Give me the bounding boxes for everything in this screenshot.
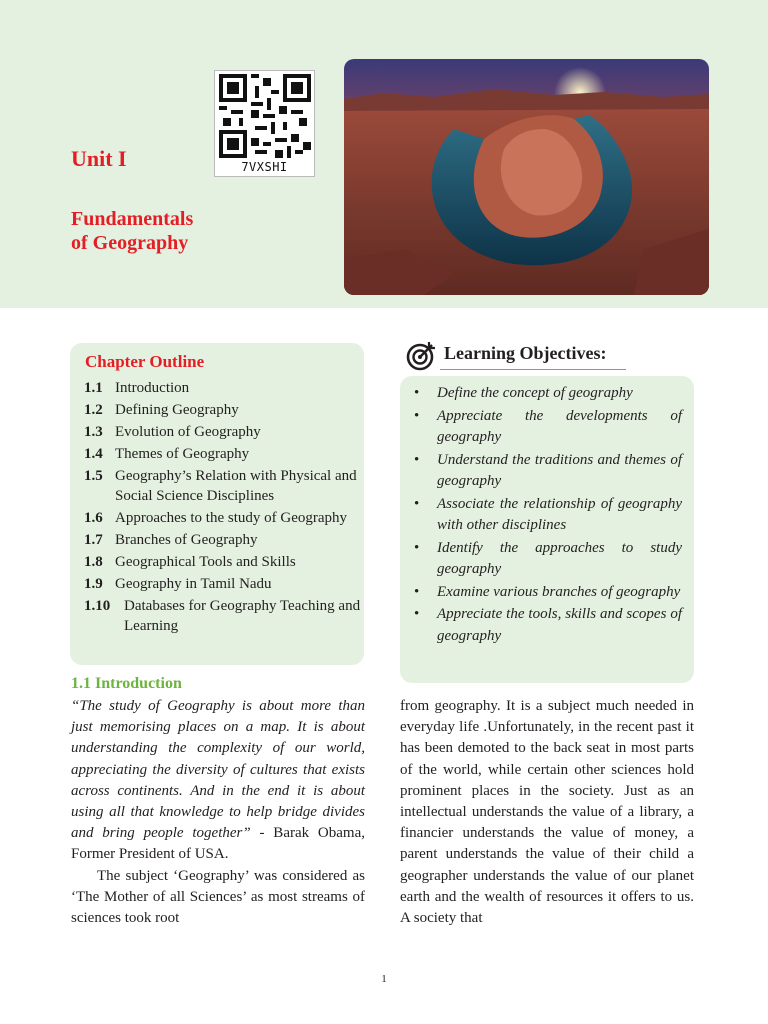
objective-item: • Define the concept of geography <box>414 383 682 405</box>
objective-item: • Appreciate the developments of geography <box>414 406 682 449</box>
outline-item[interactable]: 1.10 Databases for Geography Teaching and Learning <box>84 598 361 634</box>
unit-title-line1: Fundamentals <box>71 208 194 230</box>
outline-item[interactable]: 1.5 Geography’s Relation with Physical and Social Science Disciplines <box>84 468 357 504</box>
objective-item: • Identify the approaches to study geography <box>414 538 682 581</box>
chapter-outline-list <box>84 378 366 638</box>
intro-quote-paragraph <box>71 696 365 866</box>
qr-code[interactable] <box>214 70 315 177</box>
intro-paragraph-2: The subject ‘Geography’ was considered as ‘The Mother of all Sciences’ as most streams of sciences took root <box>71 867 365 927</box>
learning-objectives-heading: Learning Objectives: <box>444 343 607 363</box>
outline-item[interactable]: 1.7 Branches of Geography <box>84 532 258 548</box>
introduction-heading: 1.1 Introduction <box>71 675 182 692</box>
unit-label: Unit I <box>71 146 127 171</box>
horseshoe-bend-photo <box>344 59 709 295</box>
outline-item[interactable]: 1.4 Themes of Geography <box>84 446 250 462</box>
intro-quote: “The study of Geography is about more than just memorising places on a map. It is about understanding the complexity of our world, appreciating the diversity of cultures that exists across continents. And in the end it is about using all that knowledge to help bridge divides and bring people together” <box>71 698 365 842</box>
outline-item[interactable]: 1.6 Approaches to the study of Geography <box>84 510 348 526</box>
objective-item: • Associate the relationship of geography with other disciplines <box>414 494 682 537</box>
qr-code-pattern <box>219 74 311 158</box>
objective-item: • Understand the traditions and themes of geography <box>414 450 682 493</box>
objective-item: • Appreciate the tools, skills and scopes of geography <box>414 604 682 647</box>
page-number: 1 <box>381 973 387 985</box>
unit-title <box>71 207 271 255</box>
outline-item[interactable]: 1.3 Evolution of Geography <box>84 424 261 440</box>
learning-objectives-list <box>414 383 682 648</box>
outline-item[interactable]: 1.1 Introduction <box>84 380 190 396</box>
learning-objectives-divider <box>440 369 626 370</box>
outline-item[interactable]: 1.8 Geographical Tools and Skills <box>84 554 296 570</box>
target-icon <box>405 340 437 372</box>
quote-attribution: - Barak Obama, Former President of USA. <box>71 825 365 863</box>
left-column-text <box>71 696 365 929</box>
right-column-text <box>400 696 694 929</box>
chapter-outline-heading: Chapter Outline <box>85 352 205 371</box>
objective-item: • Examine various branches of geography <box>414 582 682 604</box>
outline-item[interactable]: 1.2 Defining Geography <box>84 402 239 418</box>
unit-title-line2: of Geography <box>71 232 189 254</box>
outline-item[interactable]: 1.9 Geography in Tamil Nadu <box>84 576 272 592</box>
qr-code-label: 7VXSHI <box>241 160 288 174</box>
intro-paragraph-continued: from geography. It is a subject much needed in everyday life .Unfortunately, in the recent past it has been demoted to the back seat in most parts of the world, while certain other sciences hold prominent places in the society. Just as an intellectual understands the value of a library, a financier understands the value of money, a parent understands the value of their child a geographer understands the value of our planet earth and the wealth of resources it offers to us. A society that <box>400 698 694 927</box>
